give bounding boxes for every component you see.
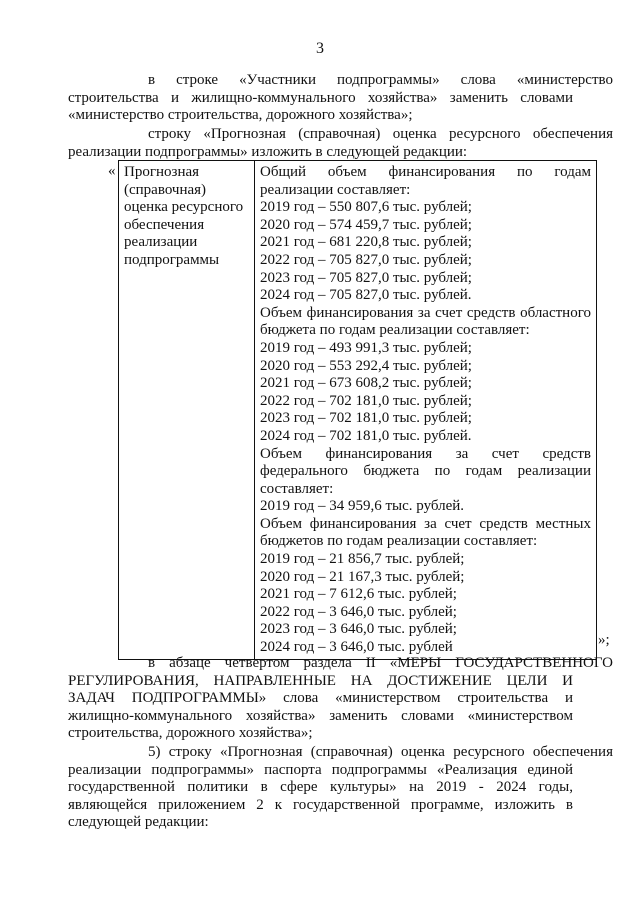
table-cell-value: [255, 161, 597, 660]
value-line: 2022 год – 705 827,0 тыс. рублей;: [260, 251, 472, 268]
value-line: 2024 год – 705 827,0 тыс. рублей.: [260, 287, 472, 304]
value-line: 2021 год – 7 612,6 тыс. рублей;: [260, 586, 457, 603]
label-line: подпрограммы: [124, 251, 220, 268]
value-line: 2022 год – 702 181,0 тыс. рублей;: [260, 392, 472, 409]
paragraph-line: жилищно-коммунального хозяйства» заменить словами «министерством: [68, 707, 573, 724]
value-line: 2022 год – 3 646,0 тыс. рублей;: [260, 603, 457, 620]
value-line: 2024 год – 3 646,0 тыс. рублей: [260, 639, 453, 656]
value-line: 2019 год – 21 856,7 тыс. рублей;: [260, 551, 465, 568]
page-number: 3: [316, 40, 324, 57]
value-line: 2020 год – 574 459,7 тыс. рублей;: [260, 216, 472, 233]
label-line: (справочная): [124, 181, 207, 198]
paragraph-line: «министерство строительства, дорожного хозяйства»;: [68, 107, 413, 124]
value-line: бюджета по годам реализации составляет:: [260, 322, 530, 339]
value-line: 2019 год – 34 959,6 тыс. рублей.: [260, 498, 465, 515]
table-row: [119, 161, 597, 660]
paragraph-line: РЕГУЛИРОВАНИЯ, НАПРАВЛЕННЫЕ НА ДОСТИЖЕНИЕ ЦЕЛИ И: [68, 672, 573, 689]
paragraph-line: 5) строку «Прогнозная (справочная) оценка ресурсного обеспечения: [148, 744, 613, 760]
value-line: Общий объем финансирования по годам: [260, 164, 591, 180]
value-line: 2019 год – 550 807,6 тыс. рублей;: [260, 199, 472, 216]
value-line: 2019 год – 493 991,3 тыс. рублей;: [260, 339, 472, 356]
value-line: 2023 год – 3 646,0 тыс. рублей;: [260, 621, 457, 638]
paragraph-line: следующей редакции:: [68, 814, 209, 831]
paragraph-line: реализации подпрограммы» паспорта подпрограммы «Реализация единой: [68, 761, 573, 778]
label-line: реализации: [124, 234, 198, 251]
paragraph-line: в абзаце четвертом раздела II «МЕРЫ ГОСУДАРСТВЕННОГО: [148, 655, 613, 671]
value-line: Объем финансирования за счет средств: [260, 445, 591, 462]
label-line: Прогнозная: [124, 164, 200, 180]
value-line: 2020 год – 553 292,4 тыс. рублей;: [260, 357, 472, 374]
value-line: бюджетов по годам реализации составляет:: [260, 533, 538, 550]
value-line: 2023 год – 702 181,0 тыс. рублей;: [260, 410, 472, 427]
quote-open-mark: «: [108, 163, 116, 179]
paragraph-line: ЗАДАЧ ПОДПРОГРАММЫ» слова «министерством строительства и: [68, 690, 573, 707]
value-line: 2021 год – 673 608,2 тыс. рублей;: [260, 375, 472, 392]
paragraph-line: строку «Прогнозная (справочная) оценка ресурсного обеспечения: [148, 126, 613, 142]
paragraph-line: в строке «Участники подпрограммы» слова «министерство: [148, 72, 613, 88]
value-line: 2020 год – 21 167,3 тыс. рублей;: [260, 568, 465, 585]
paragraph-line: являющейся приложением 2 к государственной программе, изложить в: [68, 796, 573, 813]
value-line: 2024 год – 702 181,0 тыс. рублей.: [260, 427, 472, 444]
value-line: составляет:: [260, 480, 334, 497]
paragraph-item-5: [68, 744, 613, 832]
value-line: Объем финансирования за счет средств областного: [260, 304, 591, 321]
label-line: оценка ресурсного: [124, 199, 244, 216]
paragraph-section-ii: [68, 655, 613, 743]
value-line: федерального бюджета по годам реализации: [260, 463, 591, 480]
resource-table: [118, 160, 597, 660]
paragraph-line: строительства и жилищно-коммунального хозяйства» заменить словами: [68, 89, 573, 106]
paragraph-line: строительства, дорожного хозяйства»;: [68, 725, 313, 742]
paragraph-line: государственной политики в сфере культуры» на 2019 - 2024 годы,: [68, 779, 573, 796]
value-line: Объем финансирования за счет средств местных: [260, 515, 591, 532]
value-line: реализации составляет:: [260, 181, 411, 198]
value-line: 2023 год – 705 827,0 тыс. рублей;: [260, 269, 472, 286]
paragraph-line: реализации подпрограммы» изложить в следующей редакции:: [68, 143, 468, 160]
paragraph-participants: [68, 72, 613, 125]
paragraph-forecast-row: [68, 126, 613, 161]
label-line: обеспечения: [124, 216, 205, 233]
table-cell-label: [119, 161, 255, 660]
quote-close-mark: »;: [598, 632, 610, 648]
value-line: 2021 год – 681 220,8 тыс. рублей;: [260, 234, 472, 251]
